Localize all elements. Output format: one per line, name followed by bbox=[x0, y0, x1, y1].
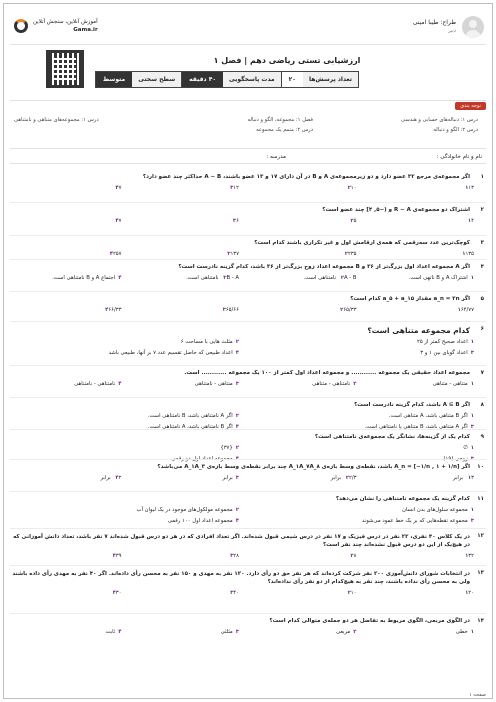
divider bbox=[10, 429, 486, 430]
topic-item: درس ۱: دنباله‌های حسابی و هندسی bbox=[401, 117, 478, 123]
answer-option[interactable] bbox=[345, 590, 357, 596]
stat-difficulty: سطح سختی متوسط bbox=[95, 71, 182, 88]
option-text: ۷ bbox=[118, 185, 122, 191]
option-number: ۴ bbox=[105, 307, 109, 313]
divider bbox=[10, 100, 486, 101]
answer-option[interactable] bbox=[112, 218, 121, 224]
option-text: ۶ bbox=[236, 218, 239, 224]
option-number: ۳ bbox=[230, 590, 234, 596]
question-text: در انتخابات شورای دانش‌آموزی ۲۰۰ نفر شرکت کرده‌اند که هر نفر حق دو رأی دارد. ۱۲۰ نفر به مهدی و ۱۵۰ نفر به محسن رأی داده‌اند. اگر ۴۰ نفر به مهدی رأی داده باشند ولی به محسن رأی نداده باشند، چند نفر به هیچ‌کدام از دو نفر رأی نداده‌اند؟ bbox=[12, 571, 470, 585]
divider bbox=[10, 528, 486, 529]
option-number: ۴ bbox=[118, 275, 122, 281]
answer-option[interactable] bbox=[462, 553, 474, 559]
gama-logo-icon bbox=[14, 19, 28, 33]
option-number: ۱ bbox=[470, 629, 474, 635]
answer-option[interactable] bbox=[220, 445, 239, 451]
options-row bbox=[12, 251, 474, 259]
option-text: ۲۸ bbox=[233, 553, 239, 559]
question-number: ۳ bbox=[480, 240, 484, 246]
option-text: ۶۴/۷۷ bbox=[460, 307, 474, 313]
answer-option[interactable] bbox=[112, 185, 121, 191]
question-number: ۵ bbox=[480, 296, 484, 302]
worksheet-page bbox=[3, 3, 493, 699]
option-text: متناهی - نامتناهی bbox=[194, 381, 233, 387]
option-number: ۲ bbox=[340, 275, 344, 281]
option-text: مثلث هایی با مساحت ۶ bbox=[180, 339, 233, 345]
answer-option[interactable] bbox=[52, 275, 121, 281]
divider bbox=[10, 491, 486, 492]
answer-option[interactable] bbox=[224, 251, 239, 257]
option-number: ۲ bbox=[235, 507, 239, 513]
question-number: ۸ bbox=[480, 402, 484, 408]
option-text: اشتراک A و B ناتهی است. bbox=[408, 275, 468, 281]
options-row bbox=[12, 553, 474, 561]
answer-option[interactable] bbox=[462, 590, 474, 596]
option-text: ۴۰ bbox=[233, 590, 239, 596]
divider bbox=[10, 202, 486, 203]
question-number: ۷ bbox=[480, 370, 484, 376]
option-number: ۳ bbox=[235, 381, 239, 387]
answer-option[interactable] bbox=[455, 307, 474, 313]
topic-item: درس ۲: الگو و دنباله bbox=[433, 127, 478, 133]
answer-option[interactable] bbox=[463, 445, 474, 451]
option-number: ۳ bbox=[470, 350, 474, 356]
option-number: ۴ bbox=[235, 350, 239, 356]
option-number: ۳ bbox=[235, 475, 239, 481]
option-text: اجتماع A و B نامتناهی است. bbox=[52, 275, 116, 281]
option-number: ۳ bbox=[470, 424, 474, 430]
answer-option[interactable] bbox=[74, 381, 121, 387]
divider bbox=[10, 397, 486, 398]
option-number: ۲ bbox=[235, 339, 239, 345]
option-text: ۱۳ bbox=[468, 185, 474, 191]
answer-option[interactable] bbox=[106, 629, 122, 635]
option-text: اگر B متناهی باشد، A متناهی است. bbox=[388, 413, 468, 419]
option-number: ۲ bbox=[347, 590, 351, 596]
avatar bbox=[462, 16, 484, 38]
answer-option[interactable] bbox=[347, 218, 356, 224]
option-number: ۲ bbox=[353, 629, 357, 635]
option-text: اگر A نامتناهی باشد، B نامتناهی است. bbox=[147, 413, 233, 419]
option-text: ۱۰ bbox=[350, 590, 357, 596]
answer-option[interactable] bbox=[137, 507, 240, 513]
option-number: ۳ bbox=[230, 185, 234, 191]
option-text: ۴ bbox=[471, 218, 474, 224]
answer-option[interactable] bbox=[456, 629, 474, 635]
option-text: مجموعه اعداد اول ۱۰۰ رقمی bbox=[167, 518, 233, 524]
options-row bbox=[12, 275, 474, 283]
option-text: ۱۰ bbox=[350, 185, 357, 191]
option-number: ۲ bbox=[340, 307, 344, 313]
option-text: ۳ برابر bbox=[452, 475, 474, 481]
option-text: نامتناهی - نامتناهی bbox=[74, 381, 116, 387]
option-text: ثابت bbox=[105, 629, 116, 635]
answer-option[interactable] bbox=[227, 553, 239, 559]
option-text: اگر A متناهی باشد، B متناهی یا نامتناهی است. bbox=[364, 424, 468, 430]
question-text: در الگوی مربعی، الگوی مربوط به تفاضل هر دو جمله‌ی متوالی کدام است؟ bbox=[269, 618, 470, 624]
option-number: ۴ bbox=[115, 185, 119, 191]
option-number: ۴ bbox=[112, 553, 116, 559]
answer-option[interactable] bbox=[100, 475, 121, 481]
answer-option[interactable] bbox=[453, 475, 474, 481]
options-row bbox=[12, 445, 474, 453]
answer-option[interactable] bbox=[347, 553, 356, 559]
divider bbox=[10, 613, 486, 614]
options-row bbox=[12, 456, 474, 464]
answer-option[interactable] bbox=[465, 218, 474, 224]
option-text: مجموعه نقطه‌هایی که بر یک خط عمود می‌شوند bbox=[362, 518, 468, 524]
option-number: ۴ bbox=[115, 475, 119, 481]
option-number: ۳ bbox=[222, 307, 226, 313]
options-row bbox=[12, 307, 474, 315]
option-number: ۴ bbox=[115, 218, 119, 224]
option-text: خطی bbox=[455, 629, 468, 635]
answer-option[interactable] bbox=[402, 507, 474, 513]
answer-option[interactable] bbox=[221, 629, 239, 635]
option-text: مجموعه مولکول‌های موجود در یک لیوان آب bbox=[136, 507, 233, 513]
option-number: ۲ bbox=[353, 381, 357, 387]
options-row bbox=[12, 381, 474, 389]
question-number: ۱۱ bbox=[477, 496, 484, 502]
page-number: صفحه ۱ bbox=[469, 692, 486, 698]
option-text: ۳۹ bbox=[115, 553, 122, 559]
option-number: ۱ bbox=[465, 553, 469, 559]
answer-option[interactable] bbox=[345, 185, 357, 191]
answer-option[interactable] bbox=[337, 307, 356, 313]
option-number: ۳ bbox=[470, 518, 474, 524]
question-text: کدام مجموعه متناهی است؟ bbox=[367, 326, 470, 335]
answer-option[interactable] bbox=[110, 590, 122, 596]
answer-option[interactable] bbox=[336, 629, 356, 635]
option-number: ۴ bbox=[118, 381, 122, 387]
question-number: ۱ bbox=[480, 174, 484, 180]
option-number: ۱ bbox=[470, 275, 474, 281]
option-text: ۵ bbox=[353, 218, 357, 224]
question-text: اگر A ⊆ B باشد، کدام گزینه نادرست است؟ bbox=[354, 402, 470, 408]
option-number: ۱ bbox=[470, 381, 474, 387]
option-text: A - B نامتناهی است. bbox=[303, 275, 357, 281]
option-text: ۲۰ bbox=[468, 590, 474, 596]
options-row bbox=[12, 424, 474, 432]
option-text: B - A نامتناهی است. bbox=[186, 275, 239, 281]
divider bbox=[10, 565, 486, 566]
answer-option[interactable] bbox=[109, 350, 239, 356]
option-text: ۱۳۵ bbox=[465, 251, 474, 257]
answer-option[interactable] bbox=[168, 518, 239, 524]
option-text: زوجی (۱۹) bbox=[443, 456, 468, 462]
answer-option[interactable] bbox=[420, 350, 474, 356]
option-text: ۷ bbox=[118, 218, 122, 224]
option-number: ۱ bbox=[462, 251, 466, 257]
question-number: ۱۴ bbox=[477, 618, 484, 624]
answer-option[interactable] bbox=[107, 251, 122, 257]
topic-item: درس ۲: متمم یک مجموعه bbox=[256, 127, 313, 133]
divider bbox=[10, 291, 486, 292]
site-url: Gama.ir bbox=[73, 27, 98, 33]
stat-duration: مدت پاسخگویی ۴۰ دقیقه bbox=[181, 71, 281, 88]
stat-question-count: تعداد پرسش‌ها ۲۰ bbox=[281, 71, 359, 88]
answer-option[interactable] bbox=[195, 381, 239, 387]
options-row bbox=[12, 629, 474, 637]
option-number: ۴ bbox=[109, 251, 113, 257]
question-text: اگر A_n = [−۱/n , ۱ + ۱/n] باشد، نقطه‌ی وسط بازه‌ی A_۱A_۷A_۸ چند برابر نقطه‌ی وسط بازه‌ی A_۱A_۳ می‌باشد؟ bbox=[157, 464, 470, 470]
option-text: مجموعه اعداد اول دو رقمی bbox=[171, 456, 233, 462]
option-text: ۲۵۷ bbox=[112, 251, 122, 257]
answer-option[interactable] bbox=[459, 251, 474, 257]
option-number: ۳ bbox=[232, 218, 237, 224]
divider bbox=[10, 44, 486, 45]
option-text: مربعی bbox=[336, 629, 351, 635]
option-number: ۱ bbox=[470, 507, 474, 513]
option-text: برابر bbox=[222, 475, 233, 481]
question-number: ۱۳ bbox=[477, 570, 484, 576]
answer-option[interactable] bbox=[181, 339, 239, 345]
divider bbox=[10, 259, 486, 260]
answer-option[interactable] bbox=[102, 307, 121, 313]
option-text: اعداد طبیعی که حاصل تقسیم عدد ۷ بر آنها، طبیعی باشد bbox=[108, 350, 233, 356]
question-text: کوچک‌ترین عدد سه‌رقمی که همه‌ی ارقامش اول و غیر تکراری باشند کدام است؟ bbox=[254, 240, 470, 246]
option-text: اعداد گویای بین ۱ و ۳ bbox=[420, 350, 468, 356]
option-number: ۴ bbox=[235, 424, 239, 430]
answer-option[interactable] bbox=[389, 413, 474, 419]
topic-badge: توجه بندی bbox=[455, 102, 486, 110]
option-number: ۲ bbox=[350, 553, 354, 559]
question-number: ۲ bbox=[480, 207, 484, 213]
answer-option[interactable] bbox=[409, 275, 474, 281]
option-number: ۳ bbox=[470, 456, 474, 462]
answer-option[interactable] bbox=[227, 590, 239, 596]
options-row bbox=[12, 475, 474, 483]
answer-option[interactable] bbox=[342, 251, 357, 257]
option-number: ۳ bbox=[235, 629, 239, 635]
question-number: ۱۰ bbox=[477, 464, 484, 470]
answer-option[interactable] bbox=[362, 518, 474, 524]
author-name: طراح: طیبا امینی bbox=[412, 19, 456, 26]
author-role: دبیر bbox=[448, 28, 456, 34]
divider bbox=[10, 321, 486, 322]
option-number: ۱ bbox=[470, 445, 474, 451]
divider bbox=[10, 459, 486, 460]
options-row bbox=[12, 590, 474, 598]
option-number: ۴ bbox=[235, 518, 239, 524]
site-brand[interactable] bbox=[14, 18, 98, 34]
author-block bbox=[413, 16, 484, 38]
option-number: ۳ bbox=[227, 251, 231, 257]
option-text: مثلثی bbox=[220, 629, 233, 635]
option-number: ۱ bbox=[470, 413, 474, 419]
question-text: کدام گزینه یک مجموعه نامتناهی را نشان می‌دهد؟ bbox=[335, 496, 470, 502]
option-text: ۸ bbox=[353, 553, 357, 559]
option-text: ۶۵/۳۳ bbox=[343, 307, 357, 313]
question-number: ۱۲ bbox=[477, 533, 484, 539]
option-number: ۱ bbox=[467, 218, 472, 224]
question-text: کدام یک از گزینه‌ها، نشانگر یک مجموعه‌ی نامتناهی است؟ bbox=[314, 434, 470, 440]
question-number: ۹ bbox=[480, 434, 484, 440]
question-number: ۴ bbox=[480, 264, 484, 270]
answer-option[interactable] bbox=[223, 475, 240, 481]
answer-option[interactable] bbox=[304, 275, 357, 281]
answer-option[interactable] bbox=[462, 185, 474, 191]
page-footer bbox=[10, 692, 486, 698]
stats-bar bbox=[96, 71, 359, 88]
option-number: ۳ bbox=[223, 275, 227, 281]
question-text: اشتراک دو مجموعه‌ی R − A و (−۵, ۴] چند عضو است؟ bbox=[322, 207, 470, 213]
question-number: ۶ bbox=[480, 326, 484, 332]
options-row bbox=[12, 185, 474, 193]
options-row bbox=[12, 339, 474, 347]
option-text: ۳۲ bbox=[468, 553, 474, 559]
option-number: ۴ bbox=[235, 456, 239, 462]
option-text: مجموعه سلول‌های بدن انسان bbox=[402, 507, 468, 513]
divider bbox=[10, 365, 486, 366]
option-number: ۲ bbox=[345, 475, 350, 481]
option-text: اعداد صحیح کمتر از ۲۵ bbox=[417, 339, 468, 345]
answer-option[interactable] bbox=[230, 218, 239, 224]
qr-code-icon bbox=[46, 50, 84, 88]
option-text: اگر B نامتناهی باشد، A نامتناهی است. bbox=[147, 424, 233, 430]
question-text: اگر A مجموعه اعداد اول بزرگ‌تر از ۳۶ و B مجموعه اعداد زوج بزرگ‌تر از ۳۶ باشد، کدام گزینه نادرست است؟ bbox=[178, 264, 470, 270]
option-number: ۲ bbox=[235, 413, 239, 419]
student-info-row bbox=[10, 148, 486, 164]
options-row bbox=[12, 218, 474, 226]
option-number: ۲ bbox=[344, 251, 348, 257]
school-field[interactable]: مدرسه : bbox=[266, 154, 286, 160]
answer-option[interactable] bbox=[110, 553, 122, 559]
option-text: ۲۳۵ bbox=[347, 251, 357, 257]
page-title: ارزشیابی تستی ریاضی دهم | فصل ۱ bbox=[213, 56, 361, 65]
options-row bbox=[12, 518, 474, 526]
answer-option[interactable] bbox=[312, 381, 356, 387]
option-text: نامتناهی - متناهی bbox=[312, 381, 351, 387]
option-number: ۲ bbox=[235, 445, 239, 451]
option-text: ۱۲ bbox=[233, 185, 239, 191]
options-row bbox=[12, 413, 474, 421]
option-number: ۱ bbox=[470, 339, 474, 345]
answer-option[interactable] bbox=[148, 413, 239, 419]
option-number: ۲ bbox=[347, 185, 351, 191]
answer-option[interactable] bbox=[331, 475, 357, 481]
option-number: ۱ bbox=[467, 475, 472, 481]
student-name-field[interactable]: نام و نام خانوادگی : bbox=[436, 154, 482, 160]
answer-option[interactable] bbox=[417, 339, 474, 345]
option-text: ۲/۳ برابر bbox=[330, 475, 357, 481]
option-text: ۱۳۷ bbox=[230, 251, 239, 257]
header bbox=[4, 4, 492, 100]
question-text: اگر a_n = ۲n مقدار a_۵ + a_۱۵ کدام است؟ bbox=[350, 296, 470, 302]
question-text: مجموعه اعداد حقیقی یک مجموعه ............ و مجموعه اعداد اول کمتر از ۱۰۰ یک مجموعه ............ است. bbox=[184, 370, 470, 376]
question-text: اگر مجموعه‌ی مرجع ۳۲ عضو دارد و دو زیرمجموعه‌ی A و B در آن دارای ۱۷ و ۱۳ عضو باشند، A − B حداکثر چند عضو دارد؟ bbox=[142, 174, 470, 180]
topic-item: فصل ۱: مجموعه، الگو و دنباله bbox=[247, 117, 313, 123]
question-text: در یک کلاس ۴۰ نفری، ۲۲ نفر در درس فیزیک و ۱۷ نفر در درس شیمی قبول شده‌اند. اگر تعداد افرادی که در هر دو درس قبول شده‌اند ۷ نفر باشد، تعداد دانش آموزانی که در هیچ‌یک از این دو درس قبول نشده‌اند چند نفر است؟ bbox=[13, 534, 470, 548]
answer-option[interactable] bbox=[220, 307, 239, 313]
option-text: ۶۵/۶۶ bbox=[225, 307, 239, 313]
site-name: آموزش آنلاین، سنجش آنلاین bbox=[33, 19, 98, 25]
option-number: ۳ bbox=[230, 553, 234, 559]
option-number: ۲ bbox=[350, 218, 354, 224]
option-text: ۶۶/۳۳ bbox=[108, 307, 122, 313]
option-number: ۱ bbox=[457, 307, 461, 313]
option-text: متناهی - متناهی bbox=[432, 381, 468, 387]
topic-item: درس ۱: مجموعه‌های متناهی و نامتناهی bbox=[14, 117, 99, 123]
option-text: ∅ bbox=[463, 445, 468, 451]
option-text: ۲ برابر bbox=[100, 475, 122, 481]
option-number: ۴ bbox=[112, 590, 116, 596]
option-number: ۱ bbox=[465, 185, 469, 191]
answer-option[interactable] bbox=[227, 185, 239, 191]
answer-option[interactable] bbox=[186, 275, 239, 281]
options-row bbox=[12, 507, 474, 515]
options-row bbox=[12, 350, 474, 358]
answer-option[interactable] bbox=[433, 381, 474, 387]
option-text: {۳۷} bbox=[220, 445, 233, 451]
option-number: ۱ bbox=[465, 590, 469, 596]
divider bbox=[10, 235, 486, 236]
option-number: ۴ bbox=[118, 629, 122, 635]
option-text: ۳۰ bbox=[115, 590, 122, 596]
